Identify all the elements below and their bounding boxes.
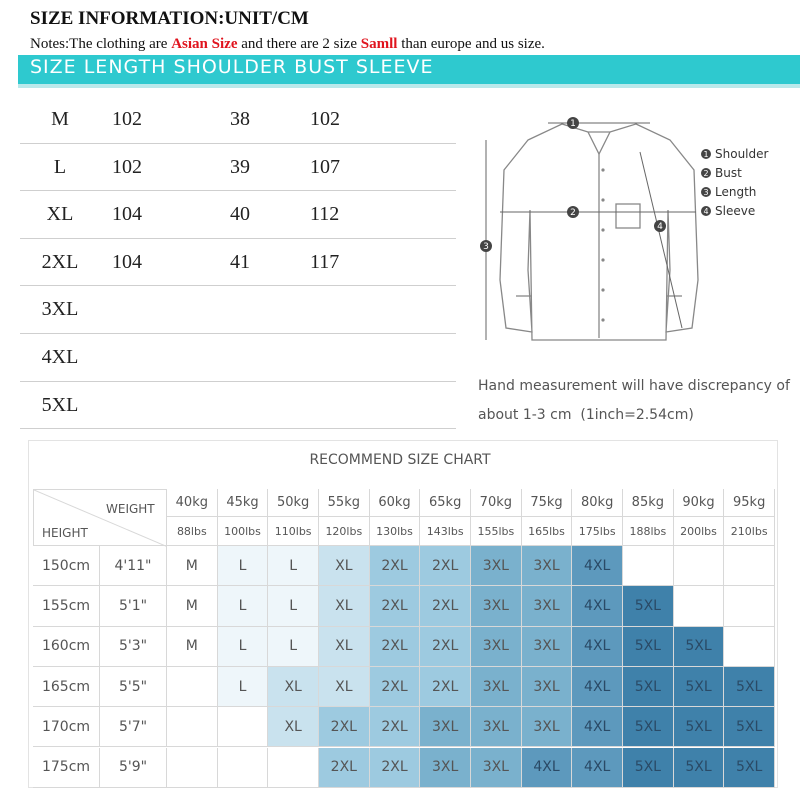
size-row	[20, 334, 456, 382]
size-cell: L	[218, 667, 269, 707]
weight-kg-header: 50kg	[268, 489, 319, 517]
height-ft-label: 5'3"	[100, 627, 167, 667]
size-cell: 5XL	[674, 667, 725, 707]
weight-kg-header: 65kg	[420, 489, 471, 517]
size-cell: 2XL	[420, 586, 471, 626]
size-cell: 5XL	[674, 707, 725, 747]
recommend-size-grid	[33, 489, 775, 788]
height-cm-label: 150cm	[33, 546, 100, 586]
marker-2: 2	[570, 208, 576, 218]
size-cell: XL	[319, 586, 370, 626]
size-cell: 2XL	[370, 748, 421, 788]
size-cell: 4XL	[572, 667, 623, 707]
weight-kg-header: 45kg	[218, 489, 269, 517]
size-cell: 5XL	[674, 748, 725, 788]
size-cell: 5XL	[623, 667, 674, 707]
size-cell: 3XL	[471, 667, 522, 707]
shoulder-value: 40	[230, 203, 250, 226]
size-cell: 5XL	[724, 707, 775, 747]
weight-lbs-header: 88lbs	[167, 517, 218, 546]
weight-kg-header: 95kg	[724, 489, 775, 517]
size-cell: 4XL	[572, 707, 623, 747]
measurement-disclaimer	[478, 372, 790, 430]
size-cell: 2XL	[370, 546, 421, 586]
size-row	[20, 144, 456, 192]
size-cell: 3XL	[522, 546, 573, 586]
size-cell: 4XL	[572, 546, 623, 586]
size-cell: XL	[319, 627, 370, 667]
size-cell: 5XL	[623, 627, 674, 667]
weight-lbs-header: 120lbs	[319, 517, 370, 546]
notes-prefix: Notes:The clothing are	[30, 36, 172, 52]
height-cm-label: 160cm	[33, 627, 100, 667]
size-cell: XL	[268, 667, 319, 707]
weight-lbs-header: 175lbs	[572, 517, 623, 546]
size-cell: M	[167, 546, 218, 586]
weight-lbs-header: 188lbs	[623, 517, 674, 546]
bust-value: 112	[310, 203, 340, 226]
size-cell: 5XL	[724, 748, 775, 788]
weight-kg-header: 60kg	[370, 489, 421, 517]
size-cell: 2XL	[370, 667, 421, 707]
legend-num-4: 4	[703, 207, 709, 216]
size-label: 2XL	[41, 250, 79, 273]
length-value: 104	[112, 203, 142, 226]
shirt-diagram	[470, 100, 800, 350]
size-row	[20, 96, 456, 144]
length-value: 104	[112, 250, 142, 273]
size-label: 4XL	[41, 345, 79, 368]
size-cell: 3XL	[471, 546, 522, 586]
notes-suffix: than europe and us size.	[397, 36, 545, 52]
grid-corner	[33, 489, 167, 546]
size-cell: L	[268, 627, 319, 667]
size-cell: XL	[319, 546, 370, 586]
size-cell	[623, 546, 674, 586]
size-cell: 3XL	[471, 707, 522, 747]
size-cell: 4XL	[572, 586, 623, 626]
size-cell: 5XL	[623, 586, 674, 626]
height-ft-label: 4'11"	[100, 546, 167, 586]
column-header-text: SIZE LENGTH SHOULDER BUST SLEEVE	[30, 56, 434, 78]
size-label: L	[53, 155, 67, 178]
legend-num-3: 3	[703, 188, 709, 197]
weight-kg-header: 75kg	[522, 489, 573, 517]
bust-value: 117	[310, 250, 340, 273]
size-cell: 5XL	[623, 707, 674, 747]
height-ft-label: 5'5"	[100, 667, 167, 707]
size-cell	[167, 748, 218, 788]
size-cell	[724, 586, 775, 626]
notes-middle: and there are 2 size	[237, 36, 361, 52]
size-row	[20, 286, 456, 334]
weight-kg-header: 80kg	[572, 489, 623, 517]
size-cell: XL	[319, 667, 370, 707]
length-value: 102	[112, 155, 142, 178]
size-cell: 4XL	[522, 748, 573, 788]
size-cell: 5XL	[674, 627, 725, 667]
weight-lbs-header: 130lbs	[370, 517, 421, 546]
size-cell: L	[268, 586, 319, 626]
size-cell: L	[218, 546, 269, 586]
legend-sleeve: Sleeve	[715, 204, 756, 218]
weight-lbs-header: 155lbs	[471, 517, 522, 546]
size-cell: L	[218, 627, 269, 667]
legend-shoulder: Shoulder	[715, 147, 769, 161]
legend-num-1: 1	[703, 150, 709, 159]
disclaimer-line-2: about 1-3 cm (1inch=2.54cm)	[478, 407, 694, 423]
size-measurement-table	[20, 96, 456, 429]
size-cell: 3XL	[471, 586, 522, 626]
shoulder-value: 39	[230, 155, 250, 178]
disclaimer-line-1: Hand measurement will have discrepancy of	[478, 378, 790, 394]
height-cm-label: 175cm	[33, 748, 100, 788]
size-cell: 2XL	[420, 627, 471, 667]
size-cell: 3XL	[522, 707, 573, 747]
size-cell	[167, 707, 218, 747]
size-cell: 3XL	[471, 748, 522, 788]
weight-label: WEIGHT	[106, 502, 155, 516]
weight-lbs-header: 210lbs	[724, 517, 775, 546]
size-cell: M	[167, 586, 218, 626]
size-cell	[724, 627, 775, 667]
weight-lbs-header: 110lbs	[268, 517, 319, 546]
size-cell	[674, 586, 725, 626]
notes-highlight-asian-size: Asian Size	[171, 36, 238, 52]
marker-3: 3	[483, 242, 489, 252]
recommend-chart-title: RECOMMEND SIZE CHART	[309, 452, 491, 468]
size-cell: 2XL	[370, 627, 421, 667]
size-cell	[268, 748, 319, 788]
size-cell	[218, 748, 269, 788]
bust-value: 107	[310, 155, 340, 178]
size-label: M	[51, 108, 69, 130]
size-cell: 2XL	[420, 546, 471, 586]
weight-kg-header: 40kg	[167, 489, 218, 517]
size-row	[20, 239, 456, 287]
size-cell	[674, 546, 725, 586]
shoulder-value: 41	[230, 250, 250, 273]
size-cell: 3XL	[420, 748, 471, 788]
bust-value: 102	[310, 108, 340, 130]
size-cell: 3XL	[420, 707, 471, 747]
marker-4: 4	[657, 222, 663, 232]
size-cell: 5XL	[623, 748, 674, 788]
size-cell: 2XL	[420, 667, 471, 707]
shirt-illustration	[470, 100, 800, 350]
legend-bust: Bust	[715, 166, 742, 180]
size-cell	[218, 707, 269, 747]
size-cell: L	[268, 546, 319, 586]
shoulder-value: 38	[230, 108, 250, 130]
height-cm-label: 155cm	[33, 586, 100, 626]
size-cell: XL	[268, 707, 319, 747]
size-cell: M	[167, 627, 218, 667]
weight-lbs-header: 100lbs	[218, 517, 269, 546]
size-cell: L	[218, 586, 269, 626]
height-cm-label: 165cm	[33, 667, 100, 707]
weight-kg-header: 90kg	[674, 489, 725, 517]
weight-lbs-header: 143lbs	[420, 517, 471, 546]
size-cell: 2XL	[319, 707, 370, 747]
weight-kg-header: 85kg	[623, 489, 674, 517]
size-cell: 3XL	[522, 667, 573, 707]
weight-kg-header: 70kg	[471, 489, 522, 517]
length-value: 102	[112, 108, 142, 130]
size-cell: 2XL	[370, 586, 421, 626]
column-header-banner	[18, 55, 800, 88]
weight-lbs-header: 165lbs	[522, 517, 573, 546]
height-ft-label: 5'1"	[100, 586, 167, 626]
height-ft-label: 5'9"	[100, 748, 167, 788]
size-cell: 2XL	[370, 707, 421, 747]
legend-length: Length	[715, 185, 757, 199]
size-cell	[167, 667, 218, 707]
size-cell: 3XL	[471, 627, 522, 667]
notes-highlight-small: Samll	[360, 36, 398, 52]
size-label: 5XL	[41, 393, 79, 416]
size-cell: 3XL	[522, 586, 573, 626]
height-cm-label: 170cm	[33, 707, 100, 747]
weight-lbs-header: 200lbs	[674, 517, 725, 546]
size-label: XL	[46, 203, 74, 226]
size-cell: 2XL	[319, 748, 370, 788]
page-title: SIZE INFORMATION:UNIT/CM	[30, 8, 309, 29]
size-cell: 3XL	[522, 627, 573, 667]
height-label: HEIGHT	[42, 526, 88, 540]
size-cell: 4XL	[572, 627, 623, 667]
size-cell	[724, 546, 775, 586]
size-row	[20, 382, 456, 430]
marker-1: 1	[570, 119, 576, 129]
size-cell: 5XL	[724, 667, 775, 707]
size-notes	[30, 36, 545, 53]
height-ft-label: 5'7"	[100, 707, 167, 747]
weight-kg-header: 55kg	[319, 489, 370, 517]
legend-num-2: 2	[703, 169, 709, 178]
size-label: 3XL	[41, 298, 79, 321]
size-row	[20, 191, 456, 239]
size-cell: 4XL	[572, 748, 623, 788]
